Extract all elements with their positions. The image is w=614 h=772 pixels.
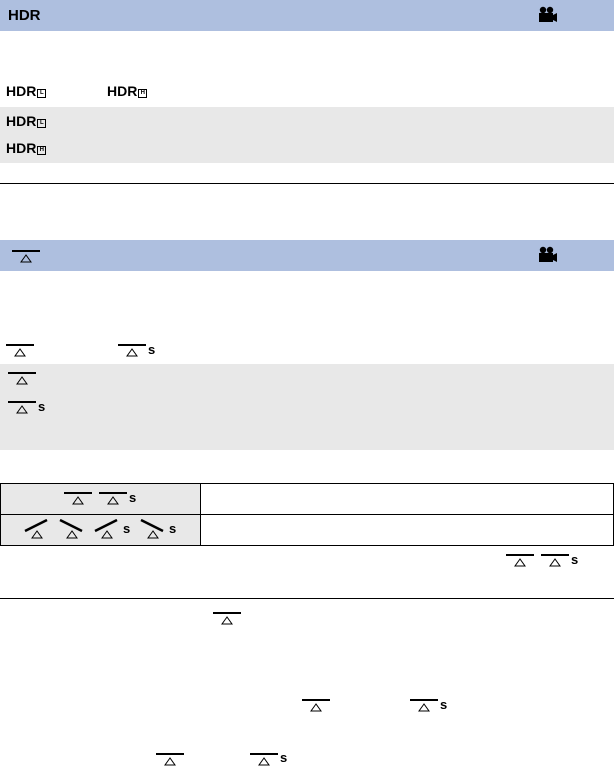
level-shot-icon bbox=[6, 342, 34, 363]
level-shot-header-bar bbox=[0, 240, 614, 271]
hdr-option-high: HDR H bbox=[6, 140, 46, 158]
movie-camera-icon bbox=[536, 246, 558, 269]
table-row bbox=[1, 515, 614, 546]
divider bbox=[0, 598, 614, 599]
tilt-right-strong-icon bbox=[139, 519, 167, 546]
hdr-mode-high-label: HDR H bbox=[107, 83, 147, 101]
hdr-mode-low-label: HDR L bbox=[6, 83, 46, 101]
table-cell bbox=[201, 484, 614, 515]
hdr-option-low: HDR L bbox=[6, 113, 46, 131]
strong-suffix: s bbox=[169, 521, 177, 536]
level-shot-icon bbox=[506, 552, 534, 573]
level-shot-icon bbox=[213, 610, 241, 631]
level-options-box bbox=[0, 364, 614, 450]
level-shot-icon bbox=[64, 490, 92, 511]
hdr-options-box bbox=[0, 107, 614, 163]
table-row bbox=[1, 484, 614, 515]
strong-suffix: s bbox=[280, 750, 288, 765]
level-shot-strong-icon bbox=[8, 399, 36, 420]
strong-suffix: s bbox=[148, 342, 156, 357]
level-shot-icon bbox=[302, 697, 330, 718]
strong-suffix: s bbox=[38, 399, 46, 414]
level-shot-icon bbox=[12, 248, 40, 269]
tilt-left-strong-icon bbox=[93, 519, 121, 546]
divider bbox=[0, 183, 614, 184]
strong-suffix: s bbox=[129, 490, 137, 505]
table-cell bbox=[1, 484, 201, 515]
level-shot-icon bbox=[156, 751, 184, 772]
strong-suffix: s bbox=[123, 521, 131, 536]
table-cell bbox=[1, 515, 201, 546]
tilt-right-icon bbox=[58, 519, 86, 546]
strong-suffix: s bbox=[440, 697, 448, 712]
level-shot-strong-icon bbox=[99, 490, 127, 511]
level-shot-strong-icon bbox=[118, 342, 146, 363]
table-cell bbox=[201, 515, 614, 546]
hdr-title: HDR bbox=[8, 7, 41, 24]
level-shot-strong-icon bbox=[541, 552, 569, 573]
level-shot-icon bbox=[8, 370, 36, 391]
level-shot-strong-icon bbox=[410, 697, 438, 718]
level-shot-strong-icon bbox=[250, 751, 278, 772]
strong-suffix: s bbox=[571, 552, 579, 567]
level-table bbox=[0, 483, 614, 546]
tilt-left-icon bbox=[23, 519, 51, 546]
movie-camera-icon bbox=[536, 6, 558, 29]
hdr-header-bar bbox=[0, 0, 614, 31]
